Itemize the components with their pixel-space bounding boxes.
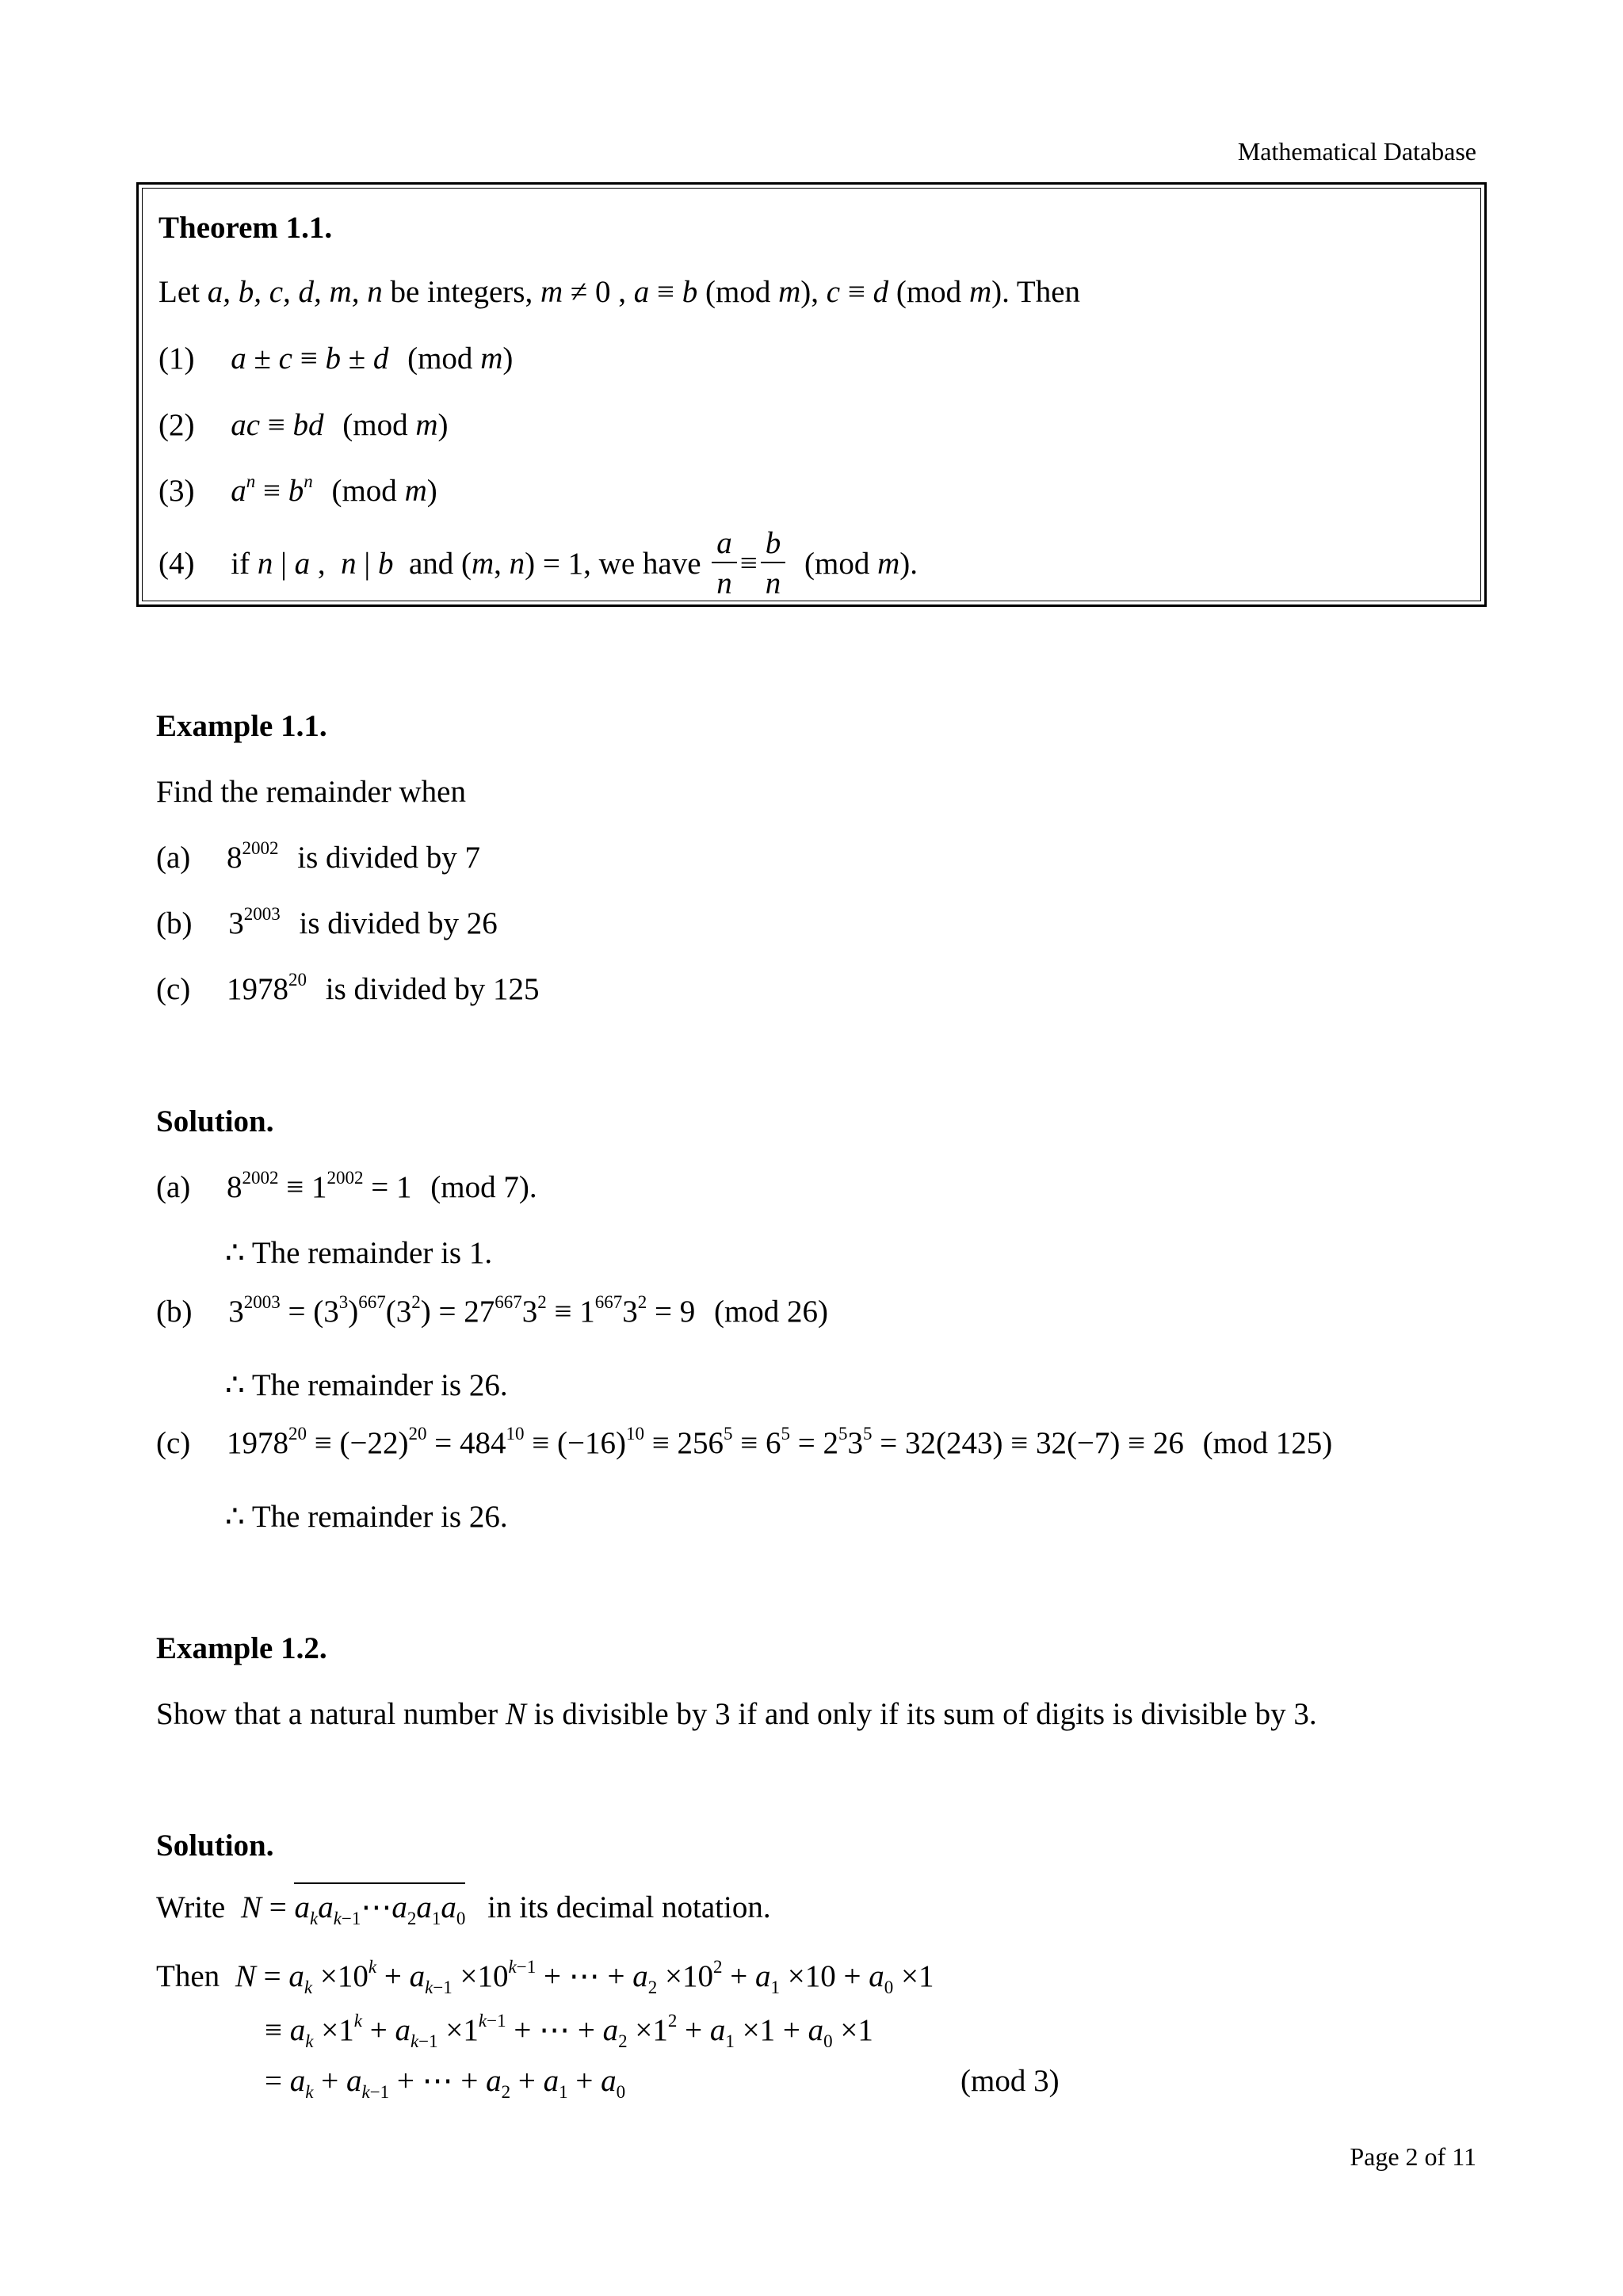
solution-2-sum-line: = $a_k + a_{k-1}$ + ⋯ + $a_2 + a_1 + a_0$	[265, 2064, 626, 2102]
solution-2-write-line: Write $N = a_ka_{k-1}\cdots a_2a_1a_0$ in its decimal notation.	[156, 1892, 771, 1923]
digit-string-overline: $a_ka_{k-1}\cdots a_2a_1a_0$	[294, 1882, 465, 1924]
example-1-prompt: Find the remainder when	[156, 775, 466, 809]
example-2-statement: Show that a natural number N is divisible by 3 if and only if its sum of digits is divisible by 3.	[156, 1697, 1317, 1731]
fraction-a-over-n: $\frac{a}{n}$	[712, 528, 737, 599]
solution-1-conclusion-b: ∴ The remainder is 26.	[225, 1368, 508, 1402]
solution-2-mod: (mod 3)	[960, 2064, 1060, 2098]
theorem-item-4: (4) if n | a , n | b and (m, n) = 1, we have $\frac{a}{n}$ ≡ $\frac{b}{n}$ (mod m).	[158, 526, 918, 601]
theorem-title: Theorem 1.1.	[158, 211, 333, 245]
example-1-title: Example 1.1.	[156, 709, 327, 743]
solution-1-title: Solution.	[156, 1104, 274, 1138]
solution-1-conclusion-c: ∴ The remainder is 26.	[225, 1500, 508, 1534]
page-header: Mathematical Database	[1237, 137, 1476, 166]
theorem-item-2: (2) ac ≡ bd (mod m)	[158, 408, 449, 442]
theorem-intro: Let a, b, c, d, m, n be integers, m ≠ 0 , a ≡ b (mod m), c ≡ d (mod m). Then	[158, 275, 1081, 309]
theorem-item-3: (3) $a^n \equiv b^n$ (mod m)	[158, 471, 437, 508]
fraction-b-over-n: $\frac{b}{n}$	[761, 528, 786, 599]
theorem-item-1: (1) a ± c ≡ b ± d (mod m)	[158, 341, 514, 376]
solution-1-conclusion-a: ∴ The remainder is 1.	[225, 1236, 493, 1270]
solution-2-title: Solution.	[156, 1829, 274, 1863]
example-2-title: Example 1.2.	[156, 1631, 327, 1665]
solution-1-part-b: (b) $3^{2003} = (3^3)^{667}(3^2) = 27^{667}3^2 \equiv 1^{667}3^2 = 9$ (mod 26)	[156, 1292, 829, 1329]
solution-1-part-a: (a) $8^{2002} \equiv 1^{2002} = 1$ (mod 7).	[156, 1168, 537, 1204]
solution-2-congruence-line: ≡ $a_k \times 1^k + a_{k-1} \times 1^{k-1}$ + ⋯ + $a_2 \times 1^2 + a_1 \times 1 + a_0 \times 1$	[265, 2011, 873, 2051]
example-1-part-b: (b) $3^{2003}$ is divided by 26	[156, 904, 498, 940]
page-footer: Page 2 of 11	[1350, 2142, 1476, 2171]
example-1-part-a: (a) $8^{2002}$ is divided by 7	[156, 838, 481, 875]
theorem-box	[136, 182, 1487, 607]
solution-2-then-line: Then $N = a_k \times 10^k + a_{k-1} \times 10^{k-1}$ + ⋯ + $a_2 \times 10^2 + a_1 \times 10 + a_0 \times 1$	[156, 1957, 934, 1997]
example-1-part-c: (c) 1978$^{20}$ is divided by 125	[156, 970, 540, 1006]
solution-1-part-c: (c) $1978^{20} \equiv (-22)^{20} = 484^{10} \equiv (-16)^{10} \equiv 256^5 \equiv 6^5 = 2^53^5 = 32(243) \equiv 32(-7) \equiv 26$ (mod 125)	[156, 1424, 1333, 1460]
